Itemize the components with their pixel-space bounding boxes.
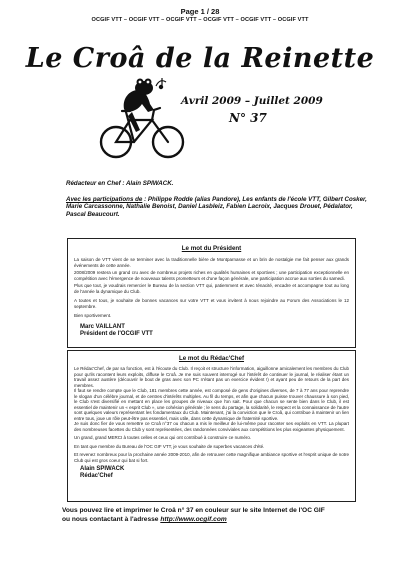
president-paragraph: 2008/2009 restera un grand cru avec de nombreux projets riches en qualités humaines et sportives ; une participation exceptionnelle en compétition avec l'émergence de nouveaux talents prometteurs et d'une façon générale, une participation accrue aux sorties du samedi.	[74, 270, 349, 281]
editor-in-chief-line: Rédacteur en Chef : Alain SPIWACK.	[66, 180, 174, 187]
president-paragraph: Bien sportivement.	[74, 313, 112, 318]
contributors-list: : Philippe Rodde (alias Pandore), Les enfants de l'école VTT, Gilbert Cosker, Marie Carcassonne, Nathalie Benoist, Daniel Lasbleiz, Fabien Lacroix, Jacques Drouet, Pédalator, Pascal Beaucourt.	[66, 196, 367, 218]
issue-number: N° 37	[229, 111, 267, 125]
editor-paragraph: Il faut se rendre compte que le Club, 181 membres cette année, est composé de gens d'origines diverses, de 7 à 77 ans pour reprendre le slogan d'un célèbre journal, et de centres d'intérêts multiples. Au fil du temps, et afin que chacun puisse trouver chaussure à son pied, le Club s'est diversifié en mettant en place les groupes de niveaux que l'on sait. Pour que chacun se sente bien dans le Club, il est essentiel de maintenir un « esprit Club », une cohésion générale ; le sens du partage, la solidarité, le respect et la connaissance de l'autre sont quelques valeurs représentant les fondamentaux du Club. Maintenant, j'ai la conviction que le Croâ, qui contribue à maintenir un lien entre tous, joue un rôle peut-être pas essentiel, mais utile, dans cette dynamique de fraternité sportive.	[74, 388, 349, 421]
newsletter-title: Le Croâ de la Reinette	[25, 43, 375, 74]
president-message-heading: Le mot du Président	[181, 245, 242, 252]
president-paragraph: A toutes et tous, je souhaite de bonnes vacances sur votre VTT et vous invitent à nous rejoindre au Forum des Associations le 12 septembre.	[74, 298, 349, 309]
footer-line-1: Vous pouvez lire et imprimer le Croâ n° 37 en couleur sur le site Internet de l'OC GIF	[62, 507, 325, 514]
president-paragraph: La saison de VTT vient de se terminer avec la traditionnelle bière de Montparnasse et un brin de nostalgie me fait penser aux grands événements de cette année.	[74, 257, 349, 268]
issue-period: Avril 2009 – Juillet 2009	[181, 95, 323, 107]
editor-paragraph: En tant que membre du Bureau de l'OC GIF VTT, je vous souhaite de superbes vacances d'été.	[74, 443, 265, 449]
editor-signature-title: Rédac'Chef	[80, 473, 113, 479]
contributors-label: Avec les participations de	[66, 196, 143, 203]
president-signature-title: Président de l'OCGIF VTT	[80, 330, 153, 337]
editor-paragraph: Un grand, grand MERCI à toutes celles et ceux qui ont contribué à construire ce numéro.	[74, 435, 252, 440]
cyclist-frog-illustration	[96, 76, 188, 166]
club-banner: OCGIF VTT – OCGIF VTT – OCGIF VTT – OCGIF VTT – OCGIF VTT – OCGIF VTT	[91, 17, 309, 23]
footer-note	[62, 506, 362, 524]
page-number: Page 1 / 28	[180, 7, 220, 16]
editor-message-heading: Le mot du Rédac'Chef	[178, 355, 245, 362]
president-signature-name: Marc VAILLANT	[80, 323, 125, 330]
editor-paragraph: Et revenez nombreux pour la prochaine année 2009-2010, afin de retrouver cette magnifique ambiance sportive et l'esprit unique de notre Club qui est gros coeur qui bat si fort.	[74, 452, 349, 463]
president-paragraph: Plus que tout, je voudrais remercier le Bureau de la section VTT qui, patiemment et avec ténacité, encadre et accompagne tout au long de l'année la dynamique du Club.	[74, 283, 349, 294]
footer-line-2	[62, 515, 362, 524]
website-link[interactable]: http://www.ocgif.com	[160, 516, 227, 523]
contributors	[66, 196, 371, 218]
president-message-box	[67, 238, 356, 348]
editor-signature-name: Alain SPIWACK	[80, 466, 125, 472]
editor-paragraph: Le Rédac'Chef, de par sa fonction, est à l'écoute du Club. Il reçoit et structure l'information, aiguillonne amicalement les membres du Club pour qu'ils racontent leurs exploits, diffuse le Croâ. Je me suis souvent interrogé sur l'intérêt de continuer le journal, le réaliser étant un travail assez austère (découvrir le bout de gras avec son PC n'étant pas un exercice évident !) et ayant peu de retours de la part des membres.	[74, 366, 349, 388]
editor-message-box	[67, 350, 356, 502]
footer-line-2-text: ou nous contactant à l'adresse	[62, 516, 161, 523]
editor-paragraph: Je suis donc fier de vous remettre ce Croâ n°37 ou chacun a mis le meilleur de lui-même pour raconter ses exploits en VTT. La plupart des nombreuses facettes du Club y sont représentées, des randonnées conviviales aux compétitions les plus exigeantes physiquement.	[74, 421, 349, 432]
